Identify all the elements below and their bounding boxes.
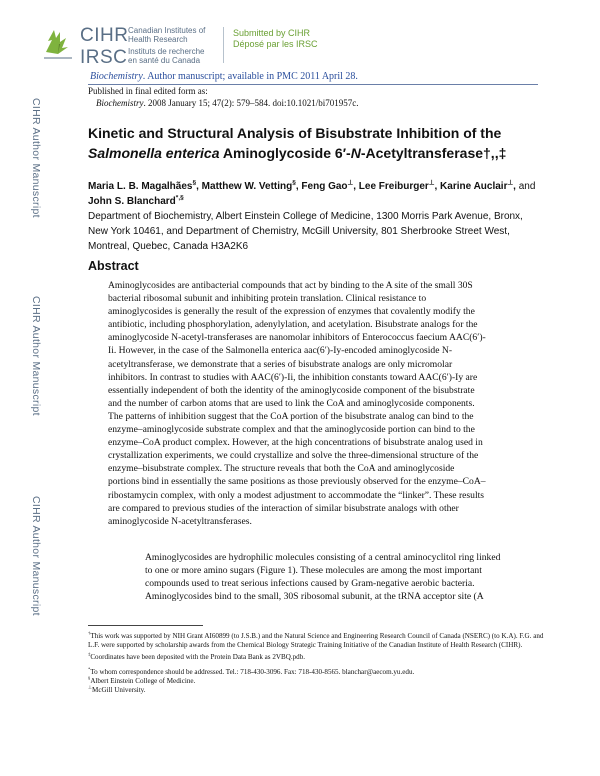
submitted-fr: Déposé par les IRSC [233, 39, 318, 49]
abstract-line: portions bind in essentially the same positions as those previously observed for the enzyme–CoA– [108, 476, 486, 488]
title-organism: Salmonella enterica [88, 145, 220, 161]
author-name: Karine Auclair [440, 181, 508, 192]
header-divider [223, 27, 224, 63]
journal-name: Biochemistry [90, 71, 143, 82]
author-name: John S. Blanchard [88, 196, 176, 207]
published-label: Published in final edited form as: [88, 86, 208, 96]
abstract-line: essentially independent of both the identity of the aminoglycoside component of the bisubstrate [108, 384, 475, 396]
title-part: Aminoglycoside 6′- [219, 145, 351, 161]
abstract-line: bacterial ribosomal subunit and inhibiting protein translation. Clinical resistance to [108, 293, 427, 305]
intro-paragraph [145, 551, 550, 603]
submitted-by-label [233, 28, 318, 50]
footnote-mark: ‡ [88, 651, 91, 657]
author-sup: ⊥ [428, 179, 435, 187]
footnote [88, 677, 548, 686]
availability-text: . Author manuscript; available in PMC 2011 April 28. [142, 71, 358, 82]
author-sup: § [192, 179, 197, 187]
submitted-en: Submitted by CIHR [233, 28, 311, 38]
abstract-line: enzyme–CoA product complex. However, at the high concentrations of bisubstrate analog used in [108, 437, 483, 449]
footnote [88, 668, 548, 677]
author-sup: § [292, 179, 296, 187]
logo-cihr-text: CIHR [80, 25, 129, 46]
author-name: Feng Gao [301, 181, 348, 192]
abstract-line: The patterns of inhibition suggest that the CoA portion of the bisubstrate analog can bind to the [108, 410, 474, 422]
abstract-line: are compared to previous studies of the interaction of similar bisubstrate analogs with other [108, 502, 459, 514]
paper-title-line1: Kinetic and Structural Analysis of Bisubstrate Inhibition of the [88, 125, 502, 141]
org-name-french [128, 47, 228, 65]
org-fr-line: en santé du Canada [128, 56, 201, 65]
author-sup: ⊥ [507, 179, 514, 187]
org-fr-line: Instituts de recherche [128, 47, 205, 56]
footnote [88, 653, 548, 662]
side-label-2: CIHR Author Manuscript [30, 296, 42, 416]
abstract-line: antibiotic, including phosphorylation, adenylylation, and acetylation. Bisubstrate analogs for the [108, 319, 478, 331]
intro-line: to one or more amino sugars (Figure 1). These molecules are among the most important [145, 565, 482, 577]
paper-title-line2 [88, 145, 506, 161]
abstract-line: aminoglycoside N-acetyl-transferases are nanomolar inhibitors of Enterococcus faecium AAC(6′)- [108, 332, 486, 344]
intro-line: Aminoglycosides are hydrophilic molecules consisting of a central aminocyclitol ring linked [145, 552, 501, 563]
footnotes [88, 632, 548, 695]
abstract-line: enzyme–aminoglycoside substrate complex and that the aminoglycoside portion can bind to the [108, 424, 475, 436]
author-list: Maria L. B. Magalhães§, Matthew W. Vetting§, Feng Gao⊥, Lee Freiburger⊥, Karine Auclair⊥, and John S. Blanchard*,§ [88, 179, 536, 207]
org-name-english [128, 26, 228, 44]
footnote-text: To whom correspondence should be addressed. Tel.: 718-430-3096. Fax: 718-430-8565. blanchar@aecom.yu.edu. [90, 668, 415, 676]
abstract-heading: Abstract [88, 259, 139, 273]
org-en-line: Health Research [128, 35, 188, 44]
footnote-mark: § [88, 675, 91, 681]
intro-line: Aminoglycosides bind to the small, 30S ribosomal subunit, at the tRNA acceptor site (A [145, 591, 484, 603]
author-name: Maria L. B. Magalhães [88, 181, 193, 192]
intro-line: compounds used to treat serious infections caused by Gram-negative aerobic bacteria. [145, 578, 475, 590]
footnote-text: Coordinates have been deposited with the Protein Data Bank as 2VBQ.pdb. [90, 653, 306, 661]
abstract-line: crystallization experiments, we could crystallize and solve the three-dimensional structure of the [108, 450, 479, 462]
side-label-1: CIHR Author Manuscript [30, 98, 42, 218]
abstract-line: inhibitors. In contrast to studies with AAC(6′)-Ii, the inhibition constants toward AAC(6′)-Iy are [108, 371, 478, 383]
abstract-line: Aminoglycosides are antibacterial compounds that act by binding to the A site of the small 30S [108, 280, 473, 291]
footnote-text: This work was supported by NIH Grant AI60899 (to J.S.B.) and the Natural Science and Engineering Research Council of Canada (NSERC) (to K.A). F.G. and L.F. were supported by scholarship awards from the Chemical Biology Strategic Training Initiative of the Canadian Institute of Health Research (CIHR). [88, 632, 544, 649]
abstract-line: Ii. However, in the case of the Salmonella enterica aac(6′)-Iy-encoded aminoglycoside N- [108, 345, 453, 357]
published-citation[interactable] [96, 98, 358, 109]
affiliation: Department of Biochemistry, Albert Einstein College of Medicine, 1300 Morris Park Avenue, Bronx, New York 10461, and Department of Chemistry, McGill University, 801 Sherbrooke Street West, Montreal, Quebec, Canada H3A2K6 [88, 211, 523, 252]
org-en-line: Canadian Institutes of [128, 26, 206, 35]
title-part: N [350, 145, 361, 161]
logo-irsc-text: IRSC [80, 47, 128, 68]
footnote-mark: ⊥ [88, 684, 93, 690]
footnote-text: McGill University. [92, 686, 146, 694]
abstract-line: aminoglycoside N-acetyltransferases. [108, 515, 252, 527]
author-sup: *,§ [175, 194, 184, 202]
title-part: -Acetyltransferase†,,‡ [360, 145, 507, 161]
footnote-rule [88, 625, 203, 626]
abstract-line: ribostamycin complex, with only a modest adjustment to accommodate the “linker”. These results [108, 489, 485, 501]
abstract-line: acetyltransferase, we demonstrate that a series of bisubstrate analogs are only micromolar [108, 358, 453, 370]
footnote-text: Albert Einstein College of Medicine. [90, 677, 196, 685]
footnote-mark: * [88, 666, 91, 672]
author-name: Matthew W. Vetting [201, 181, 293, 192]
footnote [88, 686, 548, 695]
cihr-leaf-logo-icon [38, 22, 78, 62]
abstract-line: aminoglycosides is generally the result of the expression of enzymes that covalently modify the [108, 306, 475, 318]
manuscript-availability-note[interactable] [90, 71, 358, 82]
abstract-body [108, 279, 548, 528]
published-citation-text: . 2008 January 15; 47(2): 579–584. doi:10.1021/bi701957c. [143, 98, 359, 108]
header-rule [88, 84, 538, 85]
abstract-line: enzyme–bisubstrate complex. The structure reveals that both the CoA and aminoglycoside [108, 463, 455, 475]
published-journal: Biochemistry [96, 98, 144, 108]
side-label-3: CIHR Author Manuscript [30, 496, 42, 616]
author-name: Lee Freiburger [358, 181, 429, 192]
footnote [88, 632, 548, 650]
abstract-line: and the number of carbon atoms that are used to link the CoA and aminoglycoside components. [108, 397, 475, 409]
author-sup: ⊥ [347, 179, 354, 187]
footnote-mark: † [88, 630, 91, 636]
